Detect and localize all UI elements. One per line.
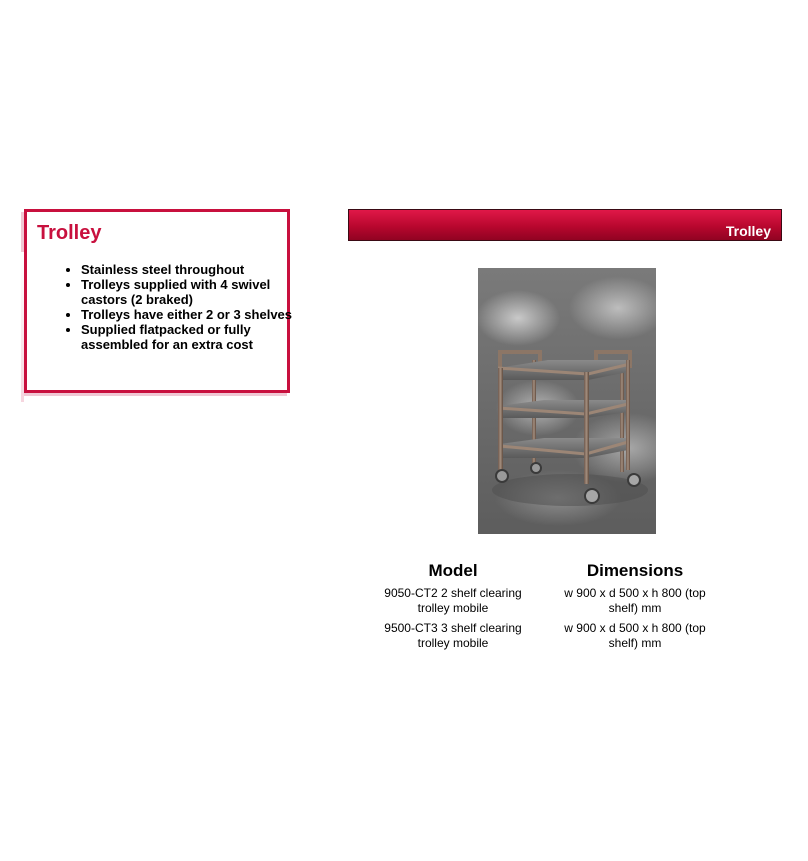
trolley-illustration <box>478 268 656 534</box>
front-right-leg <box>584 372 589 484</box>
product-info-card <box>24 209 293 393</box>
feature-item: • Trolleys have either 2 or 3 shelves <box>81 307 301 322</box>
info-card-title: Trolley <box>37 222 102 244</box>
section-header-title: Trolley <box>725 223 771 239</box>
feature-list <box>57 262 301 352</box>
model-cell: 9500-CT3 3 shelf clearing trolley mobile <box>384 621 522 650</box>
spec-table <box>362 559 726 655</box>
card-accent <box>21 252 24 402</box>
floor-shadow <box>492 474 648 506</box>
feature-item: • Stainless steel throughout <box>81 262 301 277</box>
section-header-bar <box>348 209 782 241</box>
dimensions-cell: w 900 x d 500 x h 800 (top shelf) mm <box>564 586 706 615</box>
front-left-leg <box>498 368 503 472</box>
castor <box>628 474 640 486</box>
feature-item: • Trolleys supplied with 4 swivel castors (2 braked) <box>81 277 301 307</box>
castor <box>585 489 599 503</box>
dimensions-cell: w 900 x d 500 x h 800 (top shelf) mm <box>564 621 706 650</box>
table-header-row <box>362 559 726 585</box>
rear-right-leg <box>620 360 624 472</box>
side-leg <box>626 360 630 470</box>
trolley-photo <box>478 268 656 534</box>
column-header-model: Model <box>428 561 478 580</box>
feature-item: • Supplied flatpacked or fully assembled for an extra cost <box>81 322 301 352</box>
model-cell: 9050-CT2 2 shelf clearing trolley mobile <box>384 586 522 615</box>
column-header-dimensions: Dimensions <box>586 561 684 580</box>
table-row <box>362 585 726 620</box>
table-row <box>362 620 726 655</box>
castor <box>496 470 508 482</box>
castor <box>531 463 541 473</box>
